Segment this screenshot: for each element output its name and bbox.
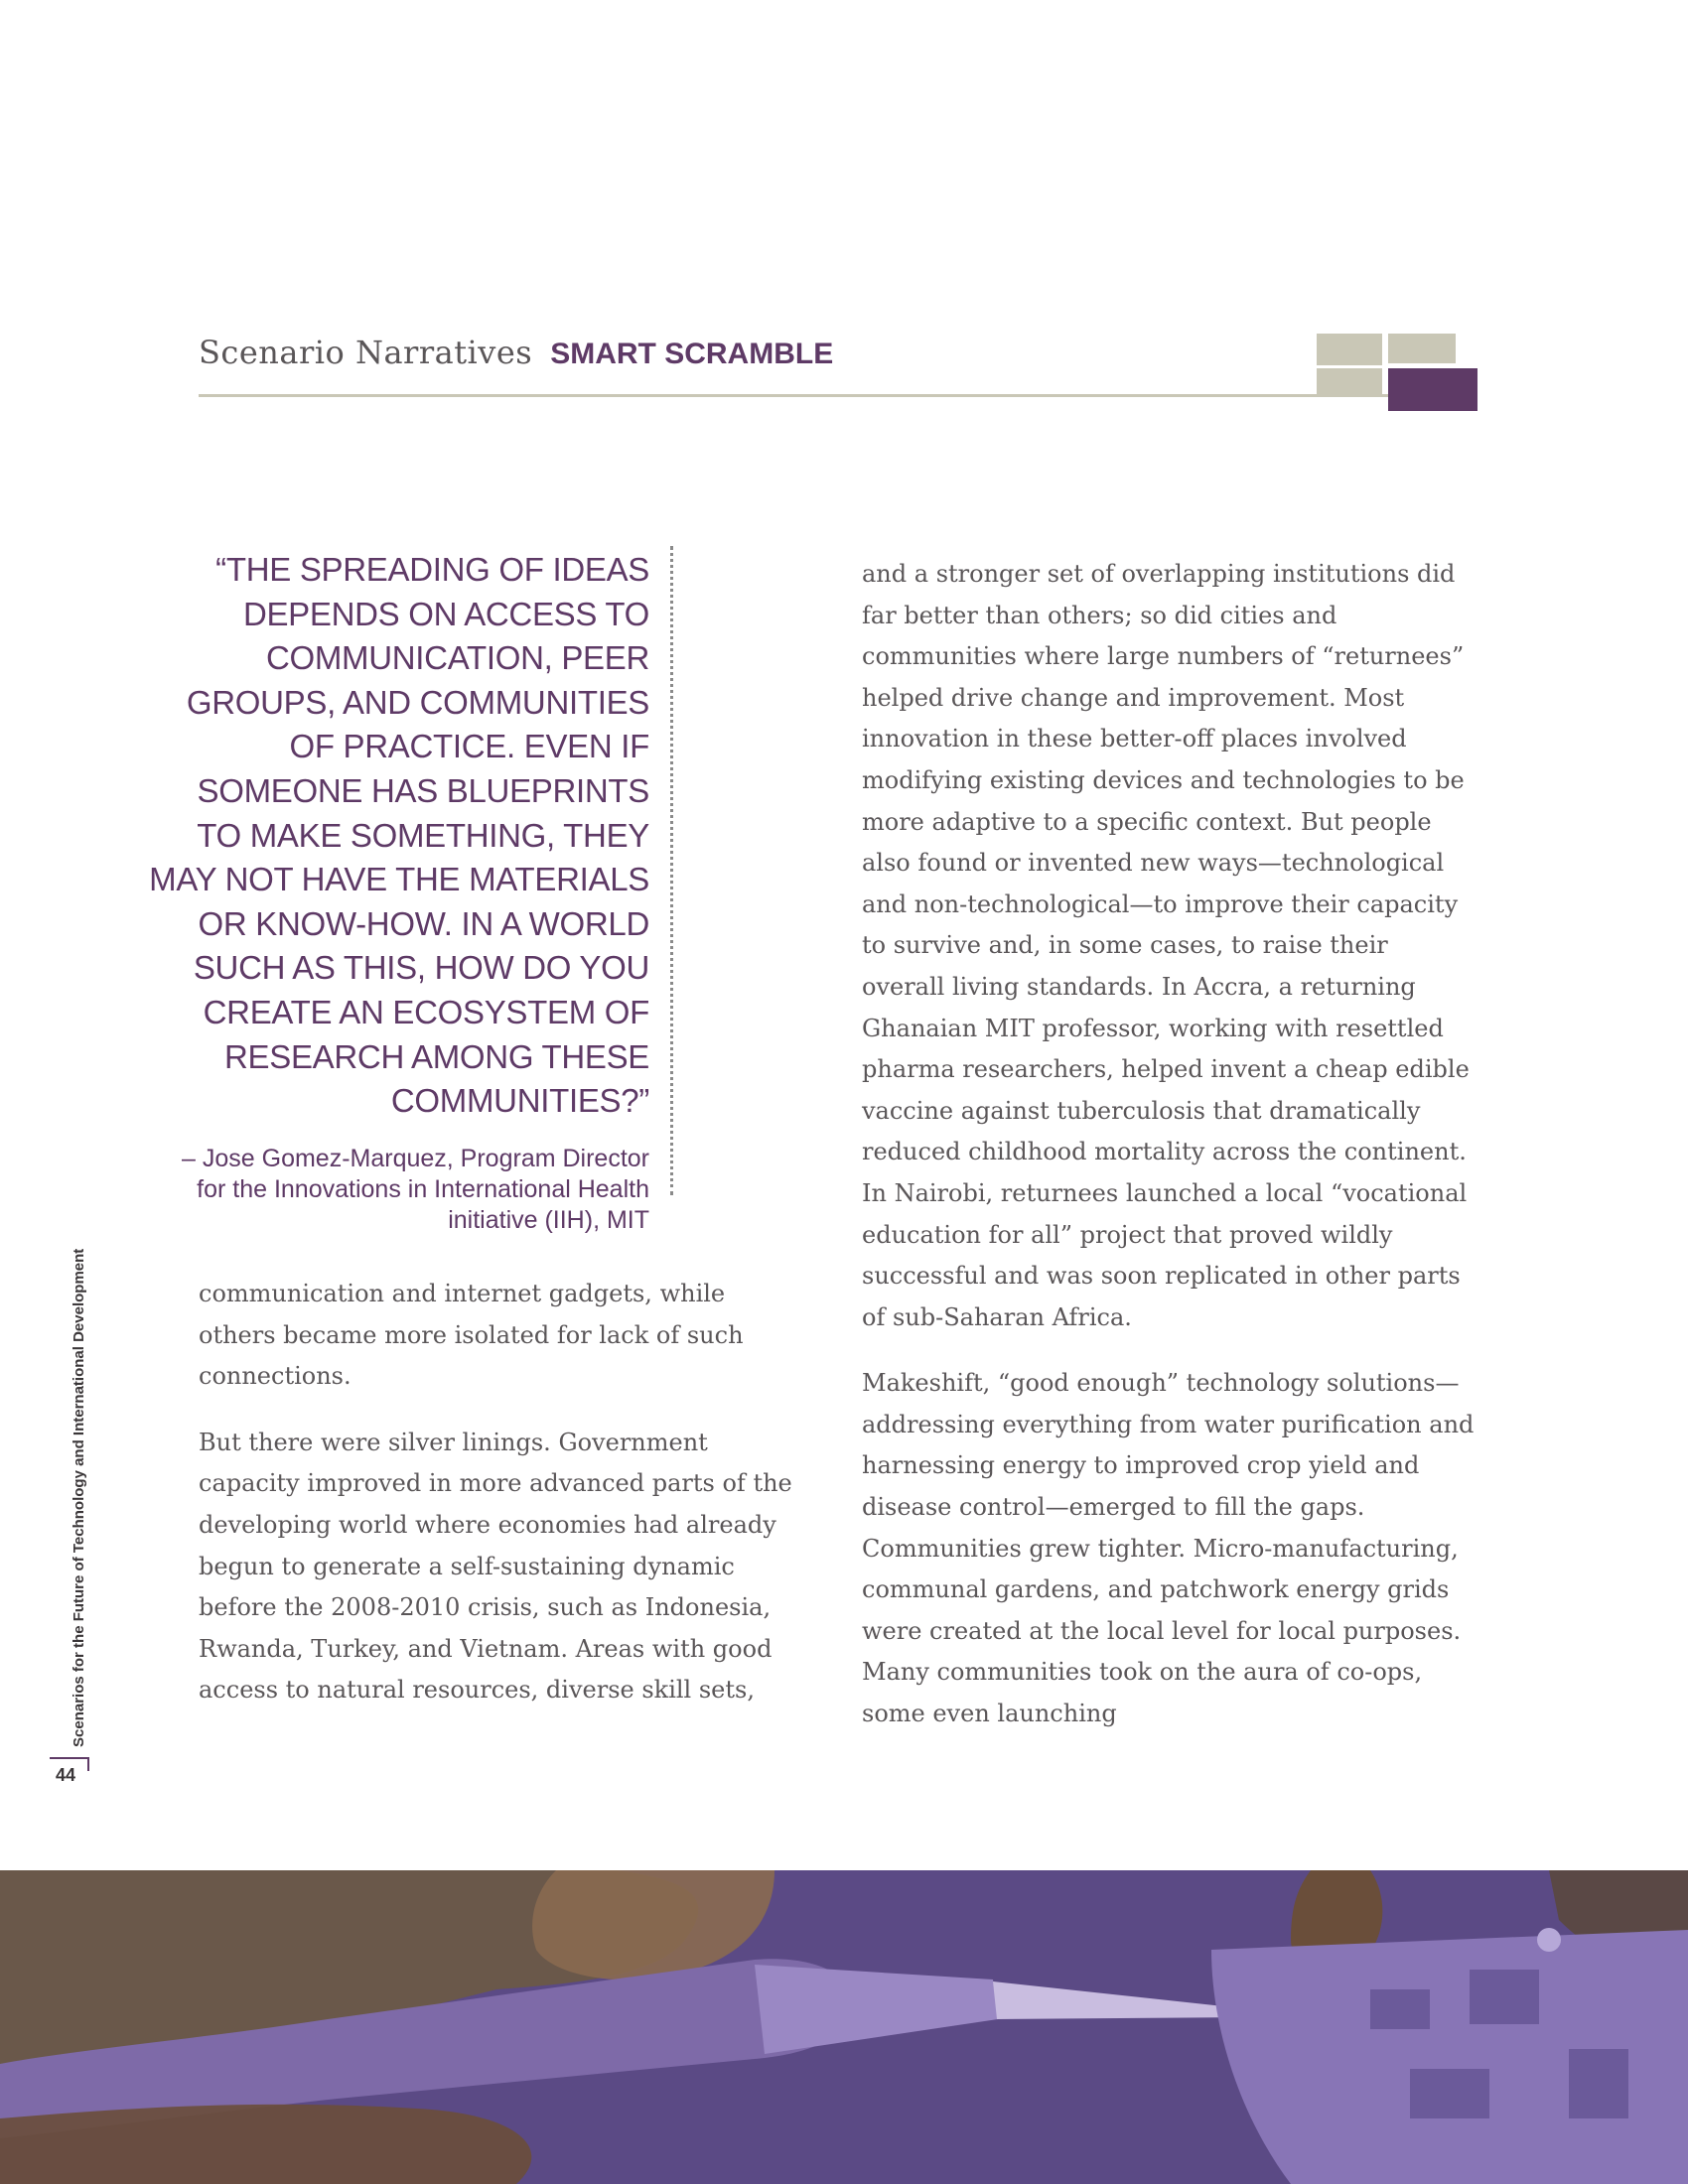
page-number: 44 [56, 1765, 76, 1785]
right-paragraph-2: Makeshift, “good enough” technology solutions—addressing everything from water purification and harnessing energy to improved crop yield and disease control—emerged to fill the gaps. Communities grew tighter. Micro-manufacturing, communal gardens, and patchwork energy grids were created at the local level for local purposes. Many communities took on the aura of co-ops, some even launching [862, 1369, 1475, 1728]
header-block-tan-3 [1317, 368, 1382, 397]
soldering-circuit-board-photo [0, 1870, 1688, 2184]
header-block-tan-2 [1388, 334, 1456, 363]
page-number-rule [50, 1757, 89, 1759]
header-block-tan-1 [1317, 334, 1382, 365]
header-rule [199, 394, 1388, 397]
chip-3 [1410, 2069, 1489, 2118]
pull-quote-divider [670, 546, 673, 1195]
pull-quote [149, 548, 649, 1236]
left-column [199, 1274, 794, 1711]
right-paragraph-1: and a stronger set of overlapping institutions did far better than others; so did cities and communities where large numbers of “returnees” helped drive change and improvement. Most innovation in these better-off places involved modifying existing devices and technologies to be more adaptive to a specific context. But people also found or invented new ways—technological and non-technological—to improve their capacity to survive and, in some cases, to raise their overall living standards. In Accra, a returning Ghanaian MIT professor, working with resettled pharma researchers, helped invent a cheap edible vaccine against tuberculosis that dramatically reduced childhood mortality across the continent. In Nairobi, returnees launched a local “vocational education for all” project that proved wildly successful and was soon replicated in other parts of sub-Saharan Africa. [862, 560, 1470, 1331]
chip-4 [1569, 2049, 1628, 2118]
scenario-name: SMART SCRAMBLE [550, 338, 834, 370]
pull-quote-text: “THE SPREADING OF IDEAS DEPENDS ON ACCESS TO COMMUNICATION, PEER GROUPS, AND COMMUNITIES OF PRACTICE. EVEN IF SOMEONE HAS BLUEPRINTS TO MAKE SOMETHING, THEY MAY NOT HAVE THE MATERIALS OR KNOW-HOW. IN A WORLD SUCH AS THIS, HOW DO YOU CREATE AN ECOSYSTEM OF RESEARCH AMONG THESE COMMUNITIES?” [149, 551, 649, 1120]
chip-1 [1370, 1989, 1430, 2029]
pull-quote-attribution: – Jose Gomez-Marquez, Program Director for the Innovations in International Health initiative (IIH), MIT [182, 1144, 649, 1234]
component-round [1537, 1928, 1561, 1952]
chip-2 [1470, 1970, 1539, 2024]
left-paragraph-2: But there were silver linings. Government capacity improved in more advanced parts of the developing world where economies had already begun to generate a self-sustaining dynamic before the 2008-2010 crisis, such as Indonesia, Rwanda, Turkey, and Vietnam. Areas with good access to natural resources, diverse skill sets, [199, 1428, 792, 1705]
right-column [862, 554, 1477, 1735]
header-block-purple [1388, 368, 1477, 411]
section-header [199, 334, 1477, 371]
publication-title-vertical: Scenarios for the Future of Technology and International Development [70, 1248, 87, 1747]
hand-lower-left [0, 2105, 531, 2184]
photo-illustration [0, 1870, 1688, 2184]
page-number-tick [87, 1757, 89, 1771]
left-paragraph-1: communication and internet gadgets, while others became more isolated for lack of such connections. [199, 1280, 744, 1391]
section-title: Scenario Narratives [199, 334, 533, 371]
